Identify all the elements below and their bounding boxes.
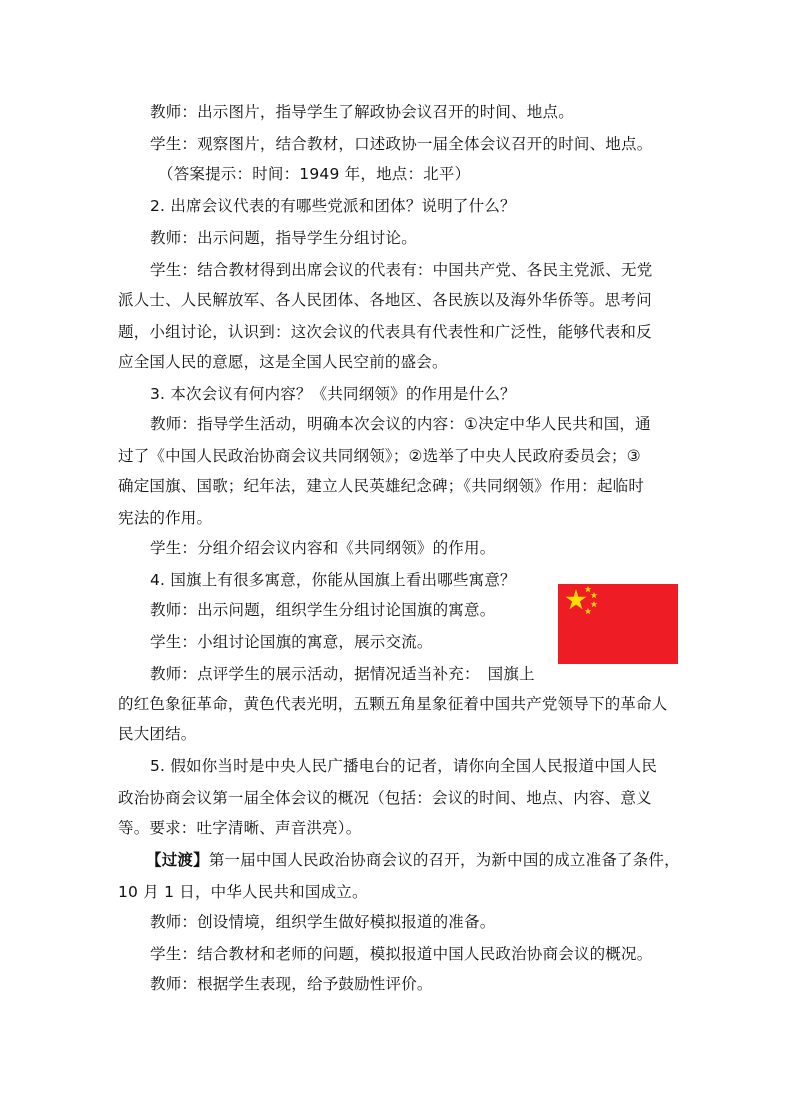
text-line: 教师：点评学生的展示活动，据情况适当补充： 国旗上 xyxy=(150,665,535,683)
text-line: 教师：出示问题，组织学生分组讨论国旗的寓意。 xyxy=(150,601,496,619)
transition-text: 第一届中国人民政治协商会议的召开，为新中国的成立准备了条件， xyxy=(208,851,680,869)
text-line: 学生：小组讨论国旗的寓意，展示交流。 xyxy=(150,633,433,651)
text-line: 确定国旗、国歌；纪年法，建立人民英雄纪念碑；《共同纲领》作用：起临时 xyxy=(118,477,645,495)
transition-label: 【过渡】 xyxy=(146,851,209,869)
text-line: 学生：结合教材得到出席会议的代表有：中国共产党、各民主党派、无党 xyxy=(150,261,653,279)
text-line: 教师：指导学生活动，明确本次会议的内容：①决定中华人民共和国，通 xyxy=(150,415,651,433)
question-2: 2. 出席会议代表的有哪些党派和团体？说明了什么？ xyxy=(150,197,516,215)
transition-paragraph xyxy=(146,850,706,870)
answer-hint: （答案提示：时间：1949 年，地点：北平） xyxy=(158,165,471,183)
text-line: 教师：根据学生表现，给予鼓励性评价。 xyxy=(150,975,433,993)
national-flag-image xyxy=(558,584,678,664)
text-line: 10 月 1 日，中华人民共和国成立。 xyxy=(118,883,368,901)
question-5: 5. 假如你当时是中央人民广播电台的记者，请你向全国人民报道中国人民 xyxy=(150,757,658,775)
text-line: 等。要求：吐字清晰、声音洪亮）。 xyxy=(118,819,362,837)
text-line: 应全国人民的意愿，这是全国人民空前的盛会。 xyxy=(118,353,448,371)
question-4: 4. 国旗上有很多寓意，你能从国旗上看出哪些寓意？ xyxy=(150,571,516,589)
text-line: 学生：观察图片，结合教材，口述政协一届全体会议召开的时间、地点。 xyxy=(150,135,653,153)
text-line: 教师：创设情境，组织学生做好模拟报道的准备。 xyxy=(150,913,496,931)
text-line: 教师：出示图片，指导学生了解政协会议召开的时间、地点。 xyxy=(150,103,574,121)
question-3: 3. 本次会议有何内容？《共同纲领》的作用是什么？ xyxy=(150,385,516,403)
text-line: 题，小组讨论，认识到：这次会议的代表具有代表性和广泛性，能够代表和反 xyxy=(118,323,652,341)
text-line: 派人士、人民解放军、各人民团体、各地区、各民族以及海外华侨等。思考问 xyxy=(118,291,652,309)
text-line: 政治协商会议第一届全体会议的概况（包括：会议的时间、地点、内容、意义 xyxy=(118,789,652,807)
text-line: 教师：出示问题，指导学生分组讨论。 xyxy=(150,229,417,247)
text-line: 的红色象征革命，黄色代表光明，五颗五角星象征着中国共产党领导下的革命人 xyxy=(118,695,668,713)
text-line: 过了《中国人民政治协商会议共同纲领》；②选举了中央人民政府委员会；③ xyxy=(118,447,641,465)
text-line: 学生：结合教材和老师的问题，模拟报道中国人民政治协商会议的概况。 xyxy=(150,945,653,963)
text-line: 民大团结。 xyxy=(118,725,197,743)
text-line: 宪法的作用。 xyxy=(118,509,213,527)
text-line: 学生：分组介绍会议内容和《共同纲领》的作用。 xyxy=(150,539,496,557)
